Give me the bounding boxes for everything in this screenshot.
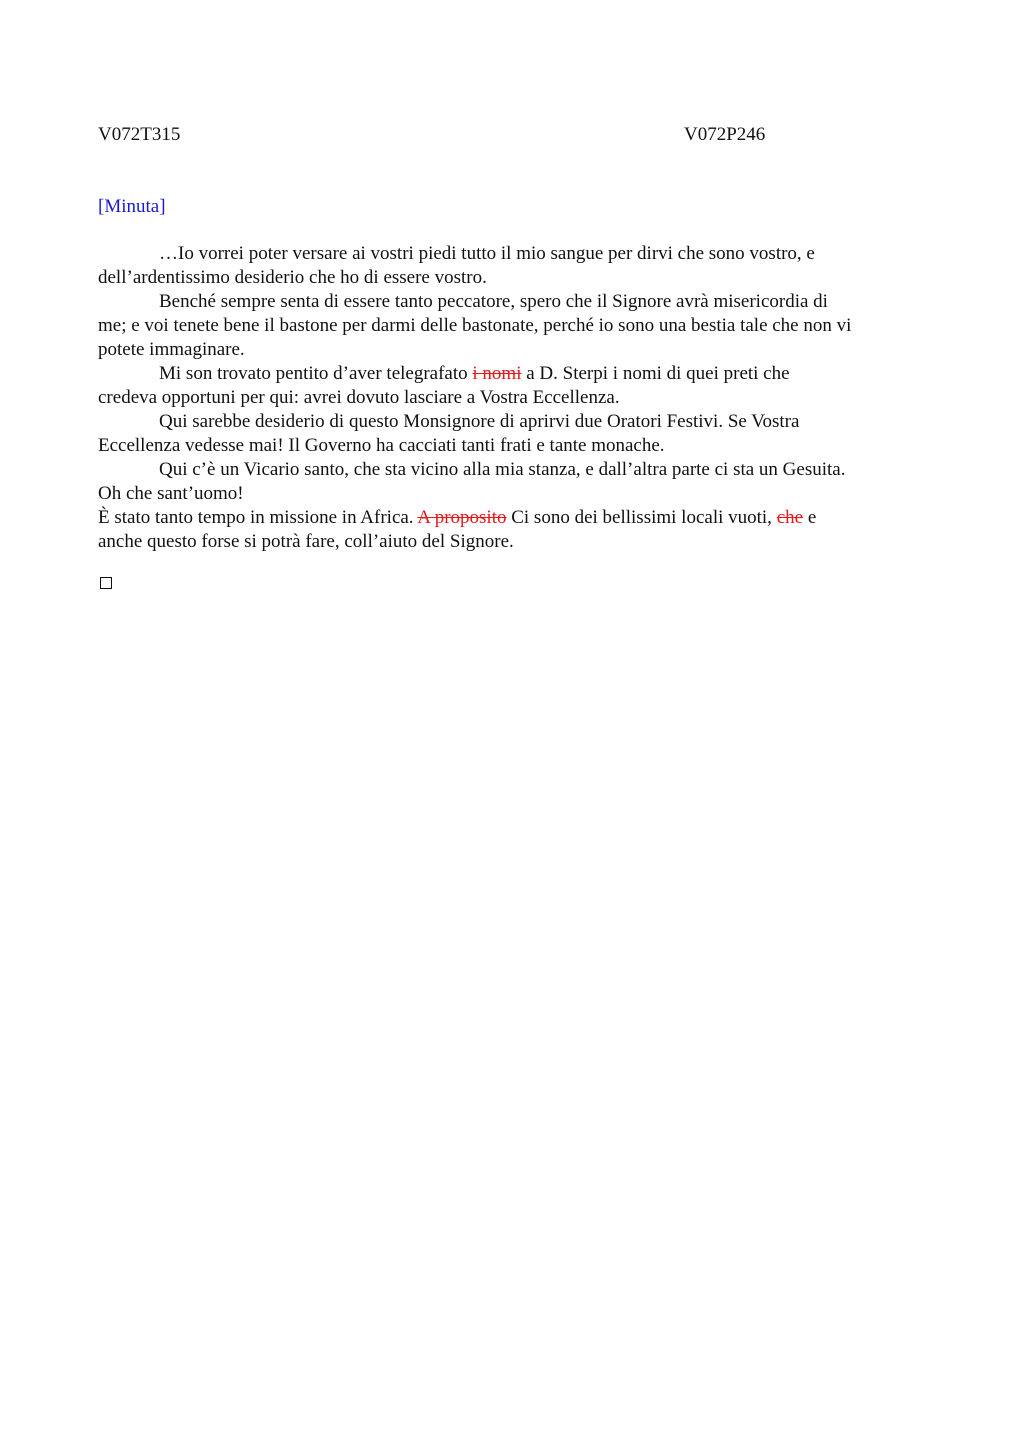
draft-note: [Minuta] — [98, 196, 166, 217]
paragraph-3 — [98, 362, 853, 410]
paragraph-6-before: È stato tanto tempo in missione in Africa. — [98, 507, 418, 528]
deleted-text: i nomi — [472, 363, 522, 384]
paragraph-3-after: a D. Sterpi i nomi di quei preti che credeva opportuni per qui: avrei dovuto lasciare a Vostra Eccellenza. — [98, 363, 790, 408]
paragraph-5: Qui c’è un Vicario santo, che sta vicino alla mia stanza, e dall’altra parte ci sta un Gesuita. Oh che sant’uomo! — [98, 459, 846, 504]
paragraph-6-after: e anche questo forse si potrà fare, coll’aiuto del Signore. — [98, 507, 817, 552]
letter-body — [98, 242, 853, 554]
paragraph-6-middle: Ci sono dei bellissimi locali vuoti, — [506, 507, 777, 528]
paragraph-1: …Io vorrei poter versare ai vostri piedi tutto il mio sangue per dirvi che sono vostro, e dell’ardentissimo desiderio che ho di essere vostro. — [98, 243, 815, 288]
square-outline-icon — [100, 577, 112, 589]
page-code-right: V072P246 — [684, 124, 766, 145]
deleted-text: che — [776, 507, 804, 528]
document-code-left: V072T315 — [98, 124, 181, 145]
paragraph-3-before: Mi son trovato pentito d’aver telegrafato — [159, 363, 473, 384]
paragraph-4: Qui sarebbe desiderio di questo Monsignore di aprirvi due Oratori Festivi. Se Vostra Eccellenza vedesse mai! Il Governo ha cacciati tanti frati e tante monache. — [98, 411, 800, 456]
paragraph-6 — [98, 506, 853, 554]
paragraph-2: Benché sempre senta di essere tanto peccatore, spero che il Signore avrà misericordia di me; e voi tenete bene il bastone per darmi delle bastonate, perché io sono una bestia tale che non vi potete immaginare. — [98, 291, 852, 360]
deleted-text: A proposito — [417, 507, 507, 528]
